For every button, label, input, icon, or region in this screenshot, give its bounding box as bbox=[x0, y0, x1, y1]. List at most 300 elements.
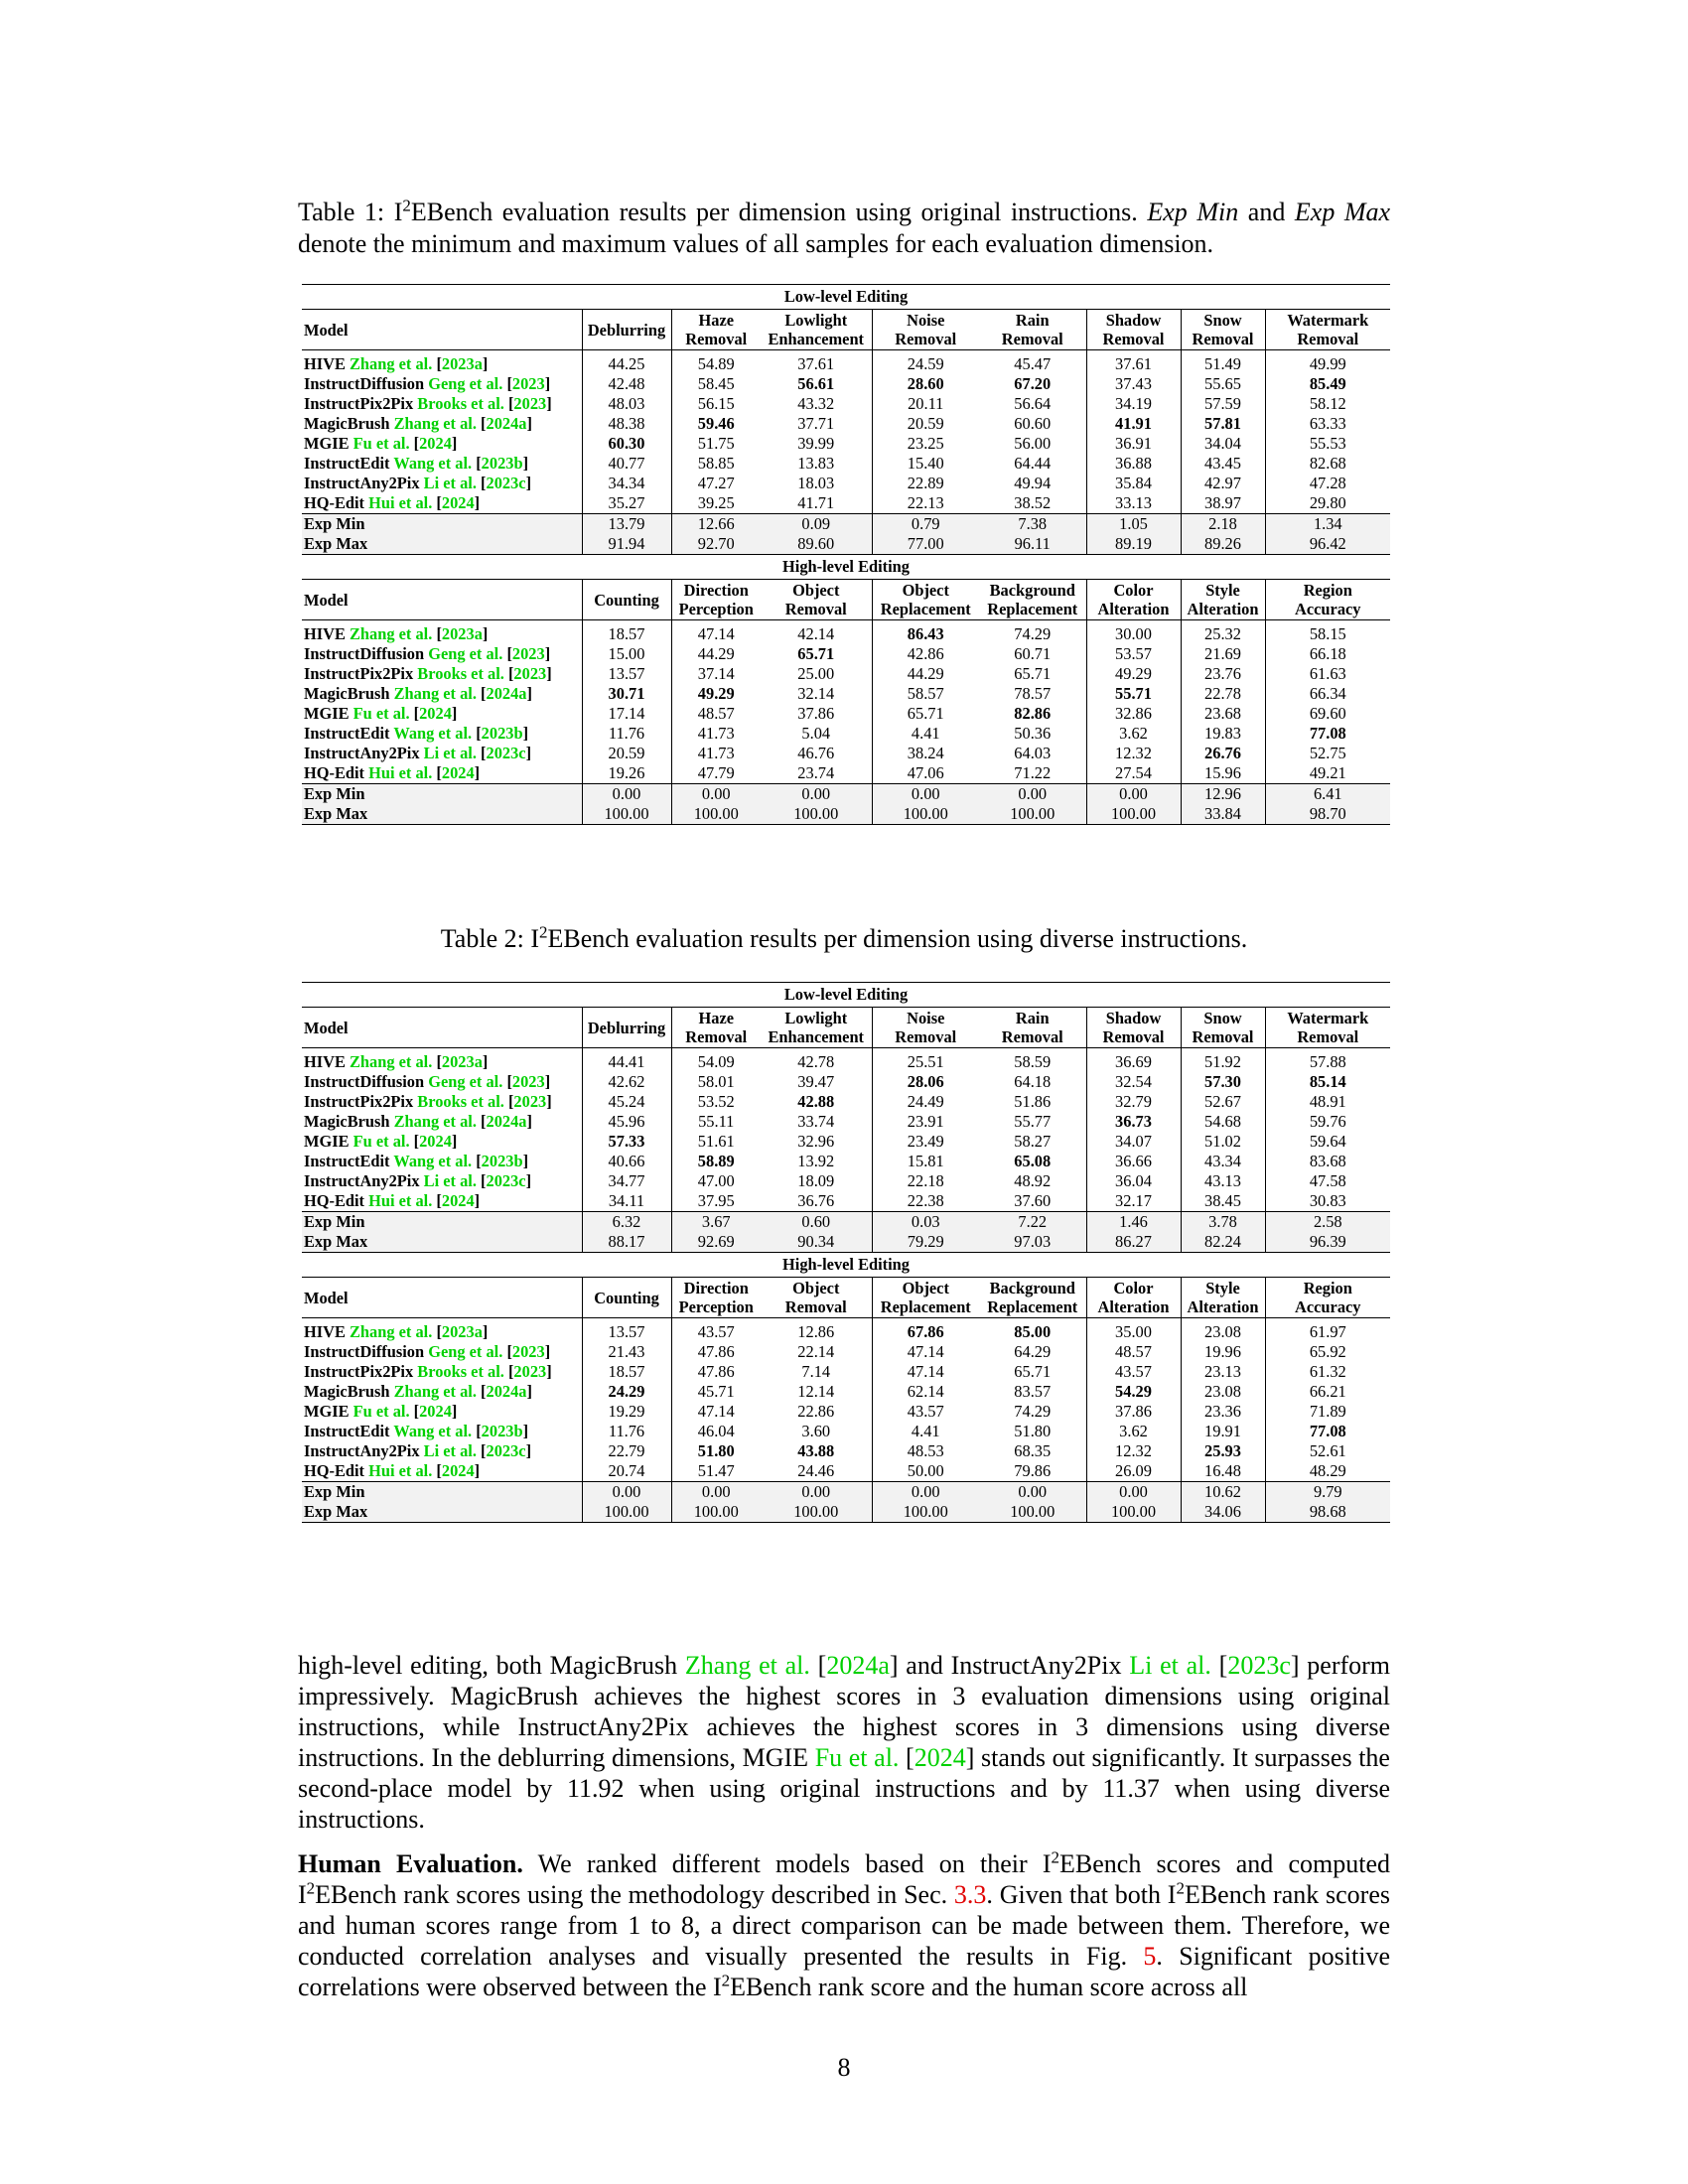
caption-text: and bbox=[1247, 198, 1286, 226]
body-text: We ranked different models based on their I bbox=[537, 1849, 1052, 1878]
table-cell bbox=[1181, 724, 1265, 744]
citation-link[interactable]: Hui et al. bbox=[368, 1461, 433, 1480]
citation-link[interactable]: Zhang et al. bbox=[393, 1382, 477, 1401]
cell-value: 68.35 bbox=[1014, 1441, 1052, 1460]
cell-value: 22.86 bbox=[797, 1402, 835, 1421]
citation-link[interactable]: Li et al. bbox=[423, 744, 477, 762]
table-cell bbox=[761, 493, 872, 514]
table-cell bbox=[1086, 1342, 1181, 1362]
citation-link[interactable]: Zhang et al. bbox=[393, 414, 477, 433]
cell-value: 47.86 bbox=[697, 1342, 735, 1361]
model-name-cell: MGIE Fu et al. [2024] bbox=[304, 1402, 458, 1421]
table-cell bbox=[761, 704, 872, 724]
cell-value: 13.57 bbox=[608, 664, 645, 683]
citation-link[interactable]: 2024 bbox=[441, 493, 475, 512]
citation-link[interactable]: Zhang et al. bbox=[350, 354, 433, 373]
cell-value: 48.57 bbox=[1115, 1342, 1152, 1361]
citation-link[interactable]: Wang et al. bbox=[393, 1422, 473, 1440]
cell-value: 3.62 bbox=[1119, 724, 1148, 743]
table-cell bbox=[979, 784, 1086, 805]
cell-value: 6.41 bbox=[1313, 784, 1342, 803]
cell-value: 43.34 bbox=[1204, 1152, 1241, 1170]
model-name: HQ-Edit bbox=[304, 1461, 369, 1480]
table-cell bbox=[582, 434, 671, 454]
table-cell bbox=[1086, 620, 1181, 645]
cell-value: 49.94 bbox=[1014, 474, 1052, 492]
table-cell bbox=[1086, 1422, 1181, 1441]
table-cell bbox=[1086, 414, 1181, 434]
table-cell bbox=[1265, 1232, 1390, 1253]
table-cell bbox=[979, 394, 1086, 414]
table-cell bbox=[1265, 1212, 1390, 1233]
citation-link[interactable]: 2023c bbox=[486, 1441, 526, 1460]
table-cell bbox=[1086, 1402, 1181, 1422]
cell-value: 32.54 bbox=[1115, 1072, 1152, 1091]
table-cell bbox=[1086, 350, 1181, 375]
cell-value: 47.27 bbox=[697, 474, 735, 492]
table-cell bbox=[582, 374, 671, 394]
model-name: MGIE bbox=[304, 434, 353, 453]
citation-link[interactable]: 2023b bbox=[481, 1422, 523, 1440]
cell-value: 47.14 bbox=[697, 624, 735, 643]
cell-value: 46.04 bbox=[697, 1422, 735, 1440]
cell-value: 37.86 bbox=[1115, 1402, 1152, 1421]
cell-value: 34.77 bbox=[608, 1171, 645, 1190]
citation-link[interactable]: 2023c bbox=[486, 1171, 526, 1190]
cell-value: 6.32 bbox=[612, 1212, 641, 1231]
best-value: 57.33 bbox=[608, 1132, 645, 1151]
section-ref-link[interactable]: 3.3 bbox=[953, 1880, 987, 1909]
cell-value: 32.17 bbox=[1115, 1191, 1152, 1210]
table-cell bbox=[1265, 493, 1390, 514]
citation-link[interactable]: 2023a bbox=[441, 354, 483, 373]
citation-link[interactable]: 2023 bbox=[511, 1342, 545, 1361]
citation-link[interactable]: 2023 bbox=[511, 644, 545, 663]
citation-link[interactable]: 2024 bbox=[419, 1402, 452, 1421]
citation-link[interactable]: Fu et al. bbox=[352, 434, 410, 453]
table-cell bbox=[1265, 1482, 1390, 1503]
table-cell bbox=[761, 1422, 872, 1441]
table-cell bbox=[582, 514, 671, 535]
cell-value: 74.29 bbox=[1014, 624, 1052, 643]
cell-value: 32.86 bbox=[1115, 704, 1152, 723]
caption-text: I bbox=[530, 924, 539, 953]
citation-link[interactable]: 2024 bbox=[914, 1743, 966, 1772]
table-cell bbox=[582, 1191, 671, 1212]
table-row bbox=[302, 1318, 1390, 1343]
cell-value: 91.94 bbox=[608, 534, 645, 553]
cell-value: 45.71 bbox=[697, 1382, 735, 1401]
table-cell bbox=[761, 744, 872, 763]
cell-value: 37.61 bbox=[797, 354, 835, 373]
cell-value: 21.69 bbox=[1204, 644, 1241, 663]
table-cell bbox=[671, 1072, 761, 1092]
model-name-cell: InstructPix2Pix Brooks et al. [2023] bbox=[304, 394, 552, 413]
citation-link[interactable]: 2024a bbox=[486, 1112, 527, 1131]
table-cell bbox=[979, 1072, 1086, 1092]
best-value: 85.00 bbox=[1014, 1322, 1052, 1341]
table-cell bbox=[582, 1502, 671, 1523]
exp-min-row bbox=[302, 1482, 1390, 1503]
cell-value: 59.64 bbox=[1309, 1132, 1346, 1151]
table-cell bbox=[1265, 1171, 1390, 1191]
cell-value: 59.76 bbox=[1309, 1112, 1346, 1131]
table-row bbox=[302, 664, 1390, 684]
table-cell bbox=[979, 1402, 1086, 1422]
cell-value: 66.34 bbox=[1309, 684, 1346, 703]
table-cell bbox=[1181, 1232, 1265, 1253]
table-cell bbox=[582, 1232, 671, 1253]
cell-value: 58.01 bbox=[697, 1072, 735, 1091]
model-name: HIVE bbox=[304, 354, 350, 373]
cell-value: 52.75 bbox=[1309, 744, 1346, 762]
table-cell bbox=[872, 1132, 979, 1152]
column-header: Object Removal bbox=[761, 580, 872, 620]
cell-value: 32.79 bbox=[1115, 1092, 1152, 1111]
cell-value: 51.47 bbox=[697, 1461, 735, 1480]
citation-link[interactable]: Brooks et al. bbox=[417, 1362, 504, 1381]
cell-value: 44.29 bbox=[907, 664, 944, 683]
table-cell bbox=[582, 1382, 671, 1402]
model-name-cell: MagicBrush Zhang et al. [2024a] bbox=[304, 1112, 532, 1131]
model-name-cell: HQ-Edit Hui et al. [2024] bbox=[304, 1191, 481, 1210]
table-cell bbox=[761, 1402, 872, 1422]
cell-value: 29.80 bbox=[1309, 493, 1346, 512]
cell-value: 20.59 bbox=[608, 744, 645, 762]
cell-value: 15.96 bbox=[1204, 763, 1241, 782]
citation-link[interactable]: 2024 bbox=[441, 763, 475, 782]
table-cell bbox=[979, 724, 1086, 744]
table-cell bbox=[1265, 664, 1390, 684]
model-name-cell: HIVE Zhang et al. [2023a] bbox=[304, 354, 489, 373]
exp-min-row bbox=[302, 514, 1390, 535]
body-text: EBench rank score and the human score across all bbox=[730, 1973, 1248, 2001]
table-cell bbox=[671, 514, 761, 535]
table-cell bbox=[1086, 1461, 1181, 1482]
cell-value: 15.40 bbox=[907, 454, 944, 473]
citation-link[interactable]: Geng et al. bbox=[428, 1072, 503, 1091]
citation-link[interactable]: Geng et al. bbox=[428, 374, 503, 393]
table-cell bbox=[761, 1048, 872, 1073]
cell-value: 58.45 bbox=[697, 374, 735, 393]
table-cell bbox=[671, 1212, 761, 1233]
table-cell bbox=[979, 1152, 1086, 1171]
citation-link[interactable]: 2023 bbox=[513, 1362, 547, 1381]
citation-link[interactable]: Hui et al. bbox=[368, 763, 433, 782]
table-cell bbox=[761, 1072, 872, 1092]
table-cell bbox=[1181, 434, 1265, 454]
cell-value: 71.22 bbox=[1014, 763, 1052, 782]
citation-link[interactable]: Fu et al. bbox=[814, 1743, 900, 1772]
table-cell bbox=[671, 394, 761, 414]
table-cell bbox=[979, 414, 1086, 434]
cell-value: 43.32 bbox=[797, 394, 835, 413]
cell-value: 39.25 bbox=[697, 493, 735, 512]
table-cell bbox=[1265, 394, 1390, 414]
cell-value: 86.27 bbox=[1115, 1232, 1152, 1251]
cell-value: 1.05 bbox=[1119, 514, 1148, 533]
exp-max-row bbox=[302, 1502, 1390, 1523]
citation-link[interactable]: 2023b bbox=[481, 454, 523, 473]
citation-link[interactable]: Hui et al. bbox=[368, 493, 433, 512]
table-cell bbox=[979, 1318, 1086, 1343]
table-cell bbox=[671, 664, 761, 684]
table-cell bbox=[1265, 1092, 1390, 1112]
citation-link[interactable]: Fu et al. bbox=[352, 1402, 410, 1421]
table-cell bbox=[1265, 474, 1390, 493]
table-cell bbox=[979, 1362, 1086, 1382]
table-cell bbox=[979, 644, 1086, 664]
table-cell bbox=[1181, 1461, 1265, 1482]
cell-value: 44.29 bbox=[697, 644, 735, 663]
table-cell bbox=[872, 374, 979, 394]
table-cell bbox=[582, 804, 671, 825]
cell-value: 62.14 bbox=[907, 1382, 944, 1401]
caption-sup: 2 bbox=[539, 922, 548, 942]
citation-link[interactable]: 2023c bbox=[486, 744, 526, 762]
page-number: 8 bbox=[837, 2053, 851, 2082]
table-cell bbox=[979, 534, 1086, 555]
paragraph-heading: Human Evaluation. bbox=[298, 1849, 523, 1878]
table-cell bbox=[979, 684, 1086, 704]
citation-link[interactable]: 2023a bbox=[441, 1052, 483, 1071]
cell-value: 100.00 bbox=[693, 1502, 739, 1521]
citation-link[interactable]: Zhang et al. bbox=[350, 624, 433, 643]
table-cell bbox=[761, 644, 872, 664]
cell-value: 65.71 bbox=[1014, 1362, 1052, 1381]
table-cell bbox=[979, 1132, 1086, 1152]
cell-value: 96.39 bbox=[1309, 1232, 1346, 1251]
table-cell bbox=[872, 763, 979, 784]
citation-link[interactable]: 2024a bbox=[486, 684, 527, 703]
citation-link[interactable]: 2024 bbox=[441, 1191, 475, 1210]
table-cell bbox=[671, 1232, 761, 1253]
citation-link[interactable]: 2024a bbox=[486, 414, 527, 433]
citation-link[interactable]: Wang et al. bbox=[393, 724, 473, 743]
table-cell bbox=[761, 414, 872, 434]
table-cell bbox=[671, 1502, 761, 1523]
cell-value: 22.14 bbox=[797, 1342, 835, 1361]
citation-link[interactable]: 2023c bbox=[486, 474, 526, 492]
cell-value: 40.77 bbox=[608, 454, 645, 473]
table-cell bbox=[1265, 1048, 1390, 1073]
table-cell bbox=[872, 1382, 979, 1402]
table-cell bbox=[671, 1112, 761, 1132]
cell-value: 18.57 bbox=[608, 1362, 645, 1381]
citation-link[interactable]: Zhang et al. bbox=[350, 1052, 433, 1071]
table-cell bbox=[671, 534, 761, 555]
citation-link[interactable]: 2023 bbox=[513, 394, 547, 413]
best-value: 59.46 bbox=[697, 414, 735, 433]
row-label: Exp Min bbox=[302, 514, 582, 535]
citation-link[interactable]: Hui et al. bbox=[368, 1191, 433, 1210]
cell-value: 40.66 bbox=[608, 1152, 645, 1170]
table-cell bbox=[1265, 350, 1390, 375]
column-header: Snow Removal bbox=[1181, 1008, 1265, 1048]
cell-value: 27.54 bbox=[1115, 763, 1152, 782]
caption-text: EBench evaluation results per dimension using original instructions. bbox=[410, 198, 1138, 226]
table-cell bbox=[1086, 514, 1181, 535]
cell-value: 61.63 bbox=[1309, 664, 1346, 683]
table-cell bbox=[1265, 724, 1390, 744]
cell-value: 19.91 bbox=[1204, 1422, 1241, 1440]
citation-link[interactable]: Brooks et al. bbox=[417, 1092, 504, 1111]
table-cell bbox=[1181, 684, 1265, 704]
model-name: HQ-Edit bbox=[304, 493, 369, 512]
cell-value: 47.00 bbox=[697, 1171, 735, 1190]
cell-value: 48.29 bbox=[1309, 1461, 1346, 1480]
table-cell bbox=[1086, 1212, 1181, 1233]
citation-link[interactable]: Fu et al. bbox=[352, 704, 410, 723]
table-cell bbox=[671, 1191, 761, 1212]
citation-link[interactable]: 2023 bbox=[511, 374, 545, 393]
table-cell bbox=[1265, 1402, 1390, 1422]
table-cell bbox=[872, 1422, 979, 1441]
citation-link[interactable]: Zhang et al. bbox=[350, 1322, 433, 1341]
cell-value: 13.83 bbox=[797, 454, 835, 473]
cell-value: 47.06 bbox=[907, 763, 944, 782]
table-cell bbox=[979, 1422, 1086, 1441]
citation-link[interactable]: Zhang et al. bbox=[684, 1651, 810, 1680]
cell-value: 30.00 bbox=[1115, 624, 1152, 643]
citation-link[interactable]: Li et al. bbox=[423, 1441, 477, 1460]
citation-link[interactable]: 2024 bbox=[419, 704, 452, 723]
model-name-cell: InstructEdit Wang et al. [2023b] bbox=[304, 1152, 529, 1170]
cell-value: 65.92 bbox=[1309, 1342, 1346, 1361]
model-name: MGIE bbox=[304, 1402, 353, 1421]
table-cell bbox=[761, 1441, 872, 1461]
table-cell bbox=[671, 474, 761, 493]
citation-link[interactable]: 2024 bbox=[441, 1461, 475, 1480]
citation-link[interactable]: 2024 bbox=[419, 1132, 452, 1151]
cell-value: 0.09 bbox=[801, 514, 831, 533]
cell-value: 23.08 bbox=[1204, 1322, 1241, 1341]
model-name: InstructDiffusion bbox=[304, 644, 429, 663]
cell-value: 44.25 bbox=[608, 354, 645, 373]
model-name: HIVE bbox=[304, 1322, 350, 1341]
table-row bbox=[302, 1112, 1390, 1132]
model-name-cell: MagicBrush Zhang et al. [2024a] bbox=[304, 1382, 532, 1401]
citation-link[interactable]: 2023b bbox=[481, 724, 523, 743]
figure-ref-link[interactable]: 5 bbox=[1143, 1942, 1157, 1971]
table-cell bbox=[761, 1092, 872, 1112]
table-cell bbox=[761, 1232, 872, 1253]
table-cell bbox=[582, 1402, 671, 1422]
citation-link[interactable]: Brooks et al. bbox=[417, 664, 504, 683]
column-header: Model bbox=[302, 580, 582, 620]
best-value: 36.73 bbox=[1115, 1112, 1152, 1131]
model-name: MagicBrush bbox=[304, 1382, 394, 1401]
cell-value: 58.12 bbox=[1309, 394, 1346, 413]
column-header-row bbox=[302, 310, 1390, 350]
body-text: and InstructAny2Pix bbox=[906, 1651, 1122, 1680]
model-name-cell: InstructAny2Pix Li et al. [2023c] bbox=[304, 1171, 532, 1190]
cell-value: 43.45 bbox=[1204, 454, 1241, 473]
table-cell bbox=[761, 350, 872, 375]
citation-link[interactable]: Zhang et al. bbox=[393, 684, 477, 703]
table-cell bbox=[872, 784, 979, 805]
citation-link[interactable]: 2023a bbox=[441, 624, 483, 643]
citation-link[interactable]: Li et al. bbox=[423, 474, 477, 492]
cell-value: 19.26 bbox=[608, 763, 645, 782]
table-row bbox=[302, 1441, 1390, 1461]
citation-link[interactable]: 2024a bbox=[826, 1651, 890, 1680]
table-cell bbox=[582, 1048, 671, 1073]
cell-value: 66.21 bbox=[1309, 1382, 1346, 1401]
citation-link[interactable]: Geng et al. bbox=[428, 1342, 503, 1361]
model-name: InstructDiffusion bbox=[304, 1072, 429, 1091]
table-cell bbox=[872, 394, 979, 414]
column-header: Deblurring bbox=[582, 310, 671, 350]
table-cell bbox=[872, 1362, 979, 1382]
table-cell bbox=[582, 414, 671, 434]
cell-value: 34.04 bbox=[1204, 434, 1241, 453]
cell-value: 39.99 bbox=[797, 434, 835, 453]
model-name: InstructAny2Pix bbox=[304, 1171, 424, 1190]
cell-value: 0.60 bbox=[801, 1212, 831, 1231]
citation-link[interactable]: Li et al. bbox=[1129, 1651, 1211, 1680]
cell-value: 90.34 bbox=[797, 1232, 835, 1251]
table-cell bbox=[1265, 1422, 1390, 1441]
column-header: Background Replacement bbox=[979, 580, 1086, 620]
table-cell bbox=[1086, 1191, 1181, 1212]
citation-link[interactable]: 2023b bbox=[481, 1152, 523, 1170]
citation-link[interactable]: Brooks et al. bbox=[417, 394, 504, 413]
citation-link[interactable]: 2023a bbox=[441, 1322, 483, 1341]
table-cell bbox=[671, 724, 761, 744]
table-cell bbox=[582, 454, 671, 474]
citation-link[interactable]: 2024 bbox=[419, 434, 452, 453]
cell-value: 78.57 bbox=[1014, 684, 1052, 703]
cell-value: 35.00 bbox=[1115, 1322, 1152, 1341]
cell-value: 0.00 bbox=[701, 784, 731, 803]
table-row bbox=[302, 1171, 1390, 1191]
table-cell bbox=[582, 664, 671, 684]
citation-link[interactable]: Geng et al. bbox=[428, 644, 503, 663]
cell-value: 100.00 bbox=[1110, 804, 1157, 823]
cell-value: 47.14 bbox=[697, 1402, 735, 1421]
table-cell bbox=[872, 1502, 979, 1523]
table-cell bbox=[671, 1132, 761, 1152]
citation-link[interactable]: 2023 bbox=[513, 1092, 547, 1111]
cell-value: 34.06 bbox=[1204, 1502, 1241, 1521]
citation-link[interactable]: Wang et al. bbox=[393, 1152, 473, 1170]
table-row bbox=[302, 454, 1390, 474]
citation-link[interactable]: Zhang et al. bbox=[393, 1112, 477, 1131]
citation-link[interactable]: 2023c bbox=[1227, 1651, 1291, 1680]
citation-link[interactable]: Wang et al. bbox=[393, 454, 473, 473]
table-cell bbox=[582, 1422, 671, 1441]
citation-link[interactable]: 2024a bbox=[486, 1382, 527, 1401]
table-cell bbox=[582, 1461, 671, 1482]
best-value: 56.61 bbox=[797, 374, 835, 393]
table-cell bbox=[671, 434, 761, 454]
citation-link[interactable]: 2023 bbox=[511, 1072, 545, 1091]
cell-value: 45.24 bbox=[608, 1092, 645, 1111]
table-row bbox=[302, 763, 1390, 784]
table-cell bbox=[1265, 763, 1390, 784]
cell-value: 0.00 bbox=[911, 1482, 940, 1501]
citation-link[interactable]: 2023 bbox=[513, 664, 547, 683]
cell-value: 26.09 bbox=[1115, 1461, 1152, 1480]
cell-value: 60.71 bbox=[1014, 644, 1052, 663]
table-cell bbox=[1181, 1112, 1265, 1132]
citation-link[interactable]: Fu et al. bbox=[352, 1132, 410, 1151]
table-cell bbox=[979, 704, 1086, 724]
table-cell bbox=[671, 374, 761, 394]
table-cell bbox=[1086, 684, 1181, 704]
citation-link[interactable]: Li et al. bbox=[423, 1171, 477, 1190]
